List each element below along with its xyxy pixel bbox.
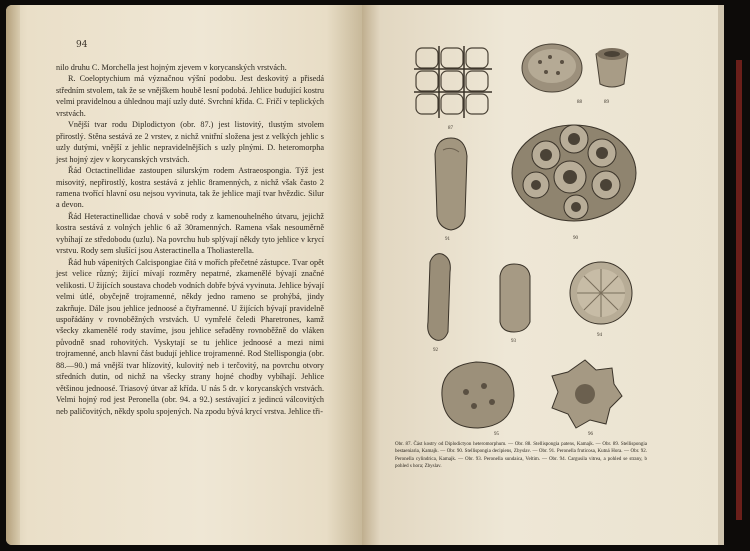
paragraph: Řád Heteractinellidae chová v sobě rody z kamenouhelného útvaru, jejichž kostra sestává z volných jehlic 6 až 30ramenných. Ramena však nesouměrně vybíhají ze středobodu (uzlu). Na povrchu hub splývají někdy tyto jehlice v krycí vrstvu. Rody sem slušící jsou Asteractinella a Tholiasterella. xyxy=(56,211,324,256)
paragraph: Řád hub vápenitých Calcispongiae čítá v mořích přečetné zástupce. Tvar opět jest velice různý; žijící mívají rozměry nepatrné, zkamenělé bývají značné velikosti. U žijících soustava chodeb vodních dobře bývá vyvinuta. Jehlice bývají velmi útlé, obyčejně trojramenné, někdy jedno rameno se prohýbá, jindy zakrňuje. Dále jsou jehlice jednoosé a čtyřramenné. U žijících bývají pravidelně uspořádány v rovnoběžných vrstvách. U vymřelé čeledi Pharetrones, kamž všecky zkamenělé rody stavíme, jsou jehlice seřaděny rovnoběžně do vláken původně snad rohovitých. Vyskytají se tu jehlice jednoosé a mezi nimi trojramenné, ancb hlavní část budují jehlice trojramenné. Rod Stellispongia (obr. 88.—90.) má vnější tvar hlízovitý, kulovitý neb i terčovitý, na povrchu otvory středních dutin, od nichž na všecky strany hojné chodby vybíhají. Jehlice většinou jednoosé. Triasový útvar až křída. U nás 5 dr. v korycanských vrstvách. Velmi hojný rod jest Peronella (obr. 94. a 92.) sestávající z jedincú válcovitých neb paličovitých, někdy spolu spojených. Na zpodu bývá krycí vrstva. Jehlice tři- xyxy=(56,257,324,416)
figure-number: 87 xyxy=(448,126,453,131)
figure-sponge-cluster xyxy=(506,115,642,227)
page-number: 94 xyxy=(76,40,88,50)
figure-sponge-mound xyxy=(436,356,518,432)
page-edges xyxy=(718,5,724,545)
figure-sponge-star xyxy=(546,356,624,430)
figure-number: 90 xyxy=(573,236,578,241)
paragraph: nilo druhu C. Morchella jest hojným zjevem v korycanských vrstvách. xyxy=(56,63,287,72)
body-text xyxy=(56,62,324,417)
figure-number: 95 xyxy=(494,432,499,437)
figure-sponge-stump xyxy=(494,262,536,334)
figure-sponge-bowl xyxy=(592,44,632,90)
paragraph: Řád Octactinellidae zastoupen silurským rodem Astraeospongia. Týž jest misovitý, nepřirostlý, kostra sestává z jehlic 8ramenných, z nichž však často 2 ramena tvořící hlavní osu nejsou vyvinuta, tak že jehlice mají tvar hvězdic. Silur a devon. xyxy=(56,166,324,210)
figure-lattice xyxy=(410,44,494,120)
figure-sponge-disc xyxy=(520,42,584,94)
figure-number: 89 xyxy=(604,100,609,105)
paragraph: R. Coeloptychium má význačnou výšní podobu. Jest deskovitý a přisedá středním stvolem, tak že se vnějškem houbě lesní podobá. Jehlice budující kostru velmi pravidelnou a úhlednou mají uzly duté. Svrchní křída. C. Fričí v teplických vrstvách. xyxy=(56,74,324,118)
figure-sponge-round xyxy=(568,260,634,326)
figure-number: 96 xyxy=(588,432,593,437)
book-cover-edge xyxy=(736,60,742,520)
paragraph: Vnější tvar rodu Diplodictyon (obr. 87.) jest listovitý, tlustým stvolem přirostlý. Stěna sestává ze 2 vrstev, z nichž vnitřní složena jest z velkých jehlic s uzly dutými, vnější z jehlic nepravidelnějších s uzly plnými. D. heteromorpha jest hojný zjev v korycanských vrstvách. xyxy=(56,120,324,164)
figure-number: 94 xyxy=(597,333,602,338)
figure-sponge-column xyxy=(420,252,456,344)
figure-number: 93 xyxy=(511,339,516,344)
figure-number: 91 xyxy=(445,237,450,242)
figure-sponge-club xyxy=(427,136,473,232)
figure-number: 92 xyxy=(433,348,438,353)
figure-caption: Obr. 87. Část kostry od Diplodictyon heteromorphum. — Obr. 88. Stellispongia patens, Kamajk. — Obr. 89. Stellispongia bestaeniaria, Kamajk. — Obr. 90. Stellispongia decipiens, Zbyslav. — Obr. 91. Peronella fruticosa, Kutná Hora. — Obr. 92. Peronella cylindrica, Kamajk. — Obr. 93. Peronella sundaica, Veltim. — Obr. 94. Cargusila vitrea, a pohled se strany, b pohled s hora; Zbyslav. xyxy=(395,442,647,470)
figure-number: 88 xyxy=(577,100,582,105)
